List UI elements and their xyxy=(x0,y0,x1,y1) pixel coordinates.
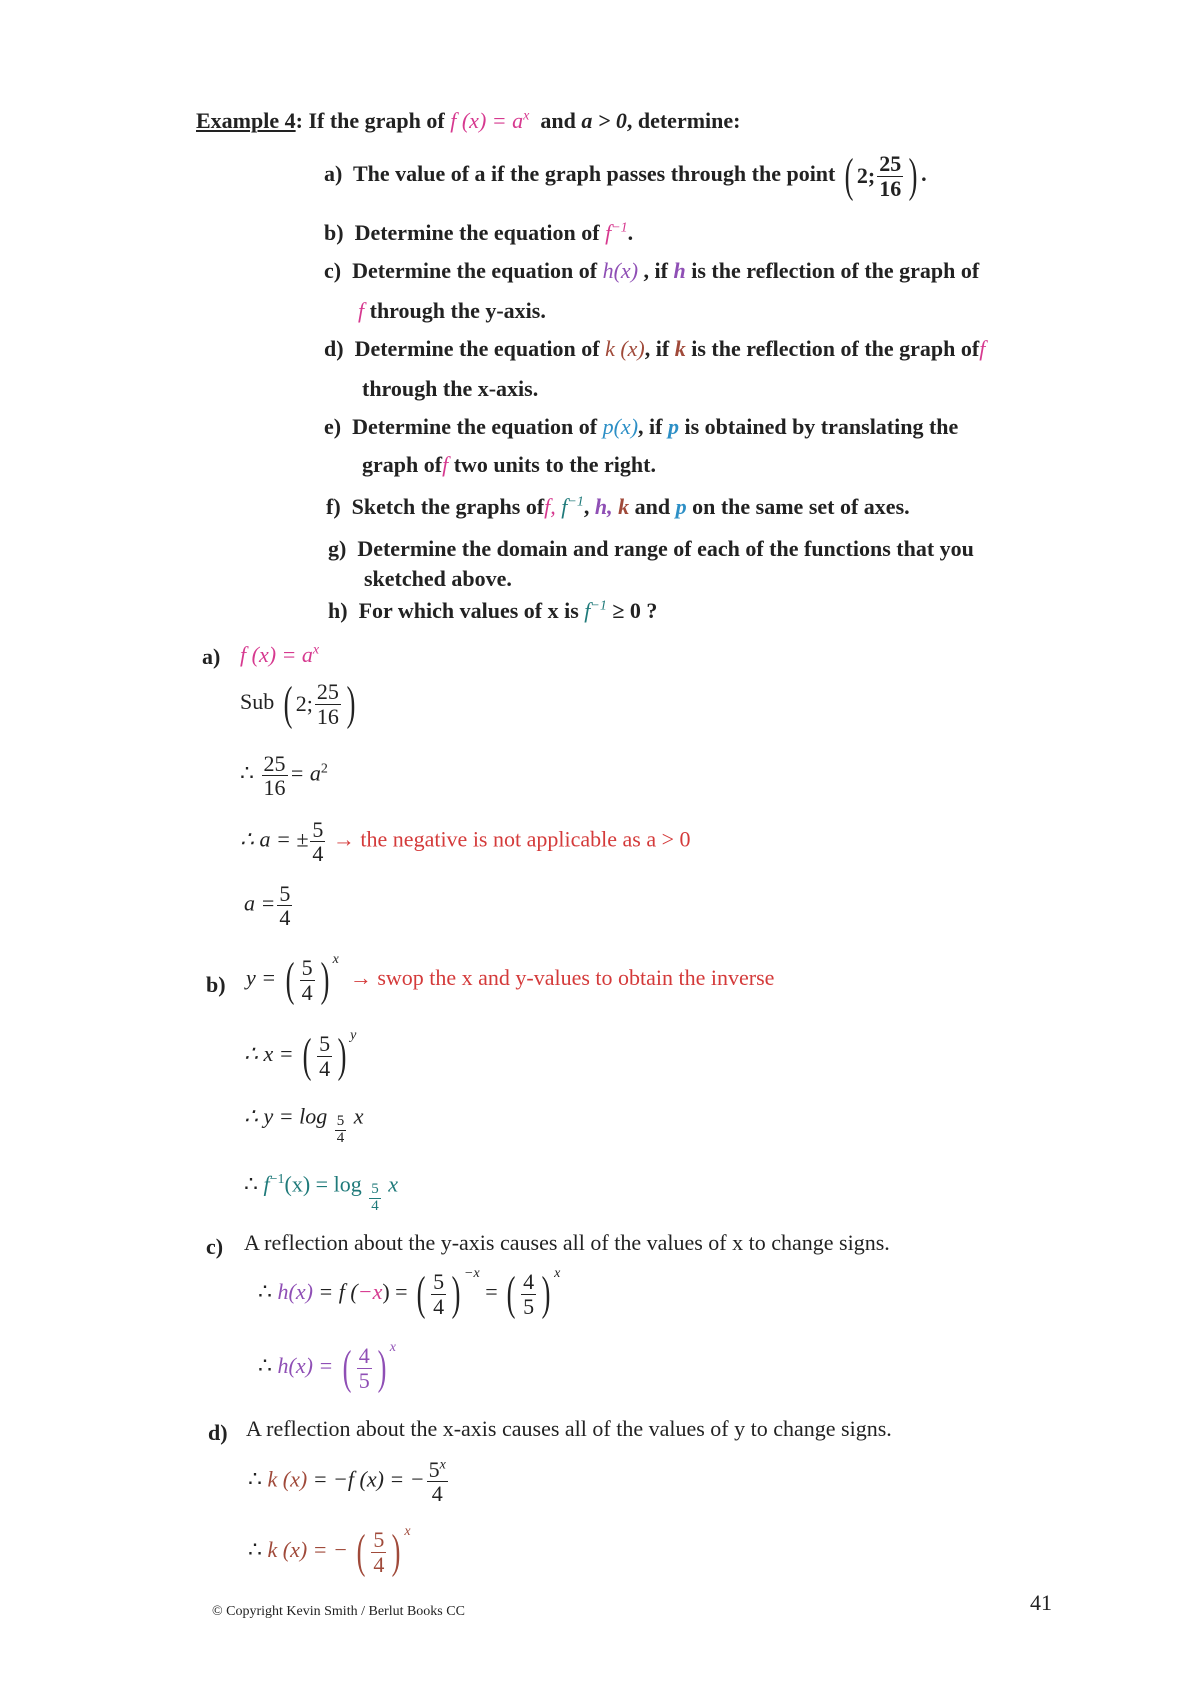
question-e-text1: Determine the equation of xyxy=(352,414,598,439)
solution-a-sub xyxy=(240,677,359,730)
question-d-kx: k (x) xyxy=(605,336,645,361)
solution-b-line2: ∴ x = ( $\frac{5}{4}$ ) $^y$ xyxy=(244,1027,357,1082)
question-e-label: e) xyxy=(324,414,342,439)
question-c-hx: h(x) xyxy=(602,258,639,283)
solution-d-text: A reflection about the x-axis causes all of the values of y to change signs. xyxy=(246,1416,892,1441)
question-g-text1: Determine the domain and range of each of the functions that you xyxy=(357,536,974,561)
solution-a-note: → the negative is not applicable as a > 0 xyxy=(332,826,691,852)
question-b: b) Determine the equation of $f^{-1}$. xyxy=(324,220,634,245)
question-e-text3: is obtained by translating the xyxy=(684,414,959,439)
question-c-cont xyxy=(358,298,546,324)
question-b-label: b) xyxy=(324,220,344,245)
solution-b-note: → swop the x and y-values to obtain the inverse xyxy=(349,965,775,991)
question-f-finv: $f^{-1}$ xyxy=(561,494,584,519)
question-f-text1: Sketch the graphs of xyxy=(351,494,545,519)
solution-b-label: b) xyxy=(206,972,226,997)
question-e-text2: , if xyxy=(638,414,663,439)
solution-d-label: d) xyxy=(208,1420,228,1445)
solution-c-label: c) xyxy=(206,1234,224,1259)
question-c xyxy=(324,258,979,284)
question-f-and: and xyxy=(634,494,671,519)
question-d-text3: is the reflection of the graph of xyxy=(691,336,980,361)
function-definition: f $(x) = a^x$ xyxy=(450,108,530,133)
question-f-f: f, xyxy=(544,494,556,519)
question-f-text2: on the same set of axes. xyxy=(692,494,910,519)
question-d-cont: through the x-axis. xyxy=(362,376,539,401)
solution-d-line1: ∴ k (x) = −f (x) = − $\frac{5^x}{4}$ xyxy=(248,1457,446,1507)
and-text: and xyxy=(540,108,576,133)
solution-a-line4: ∴ a = ± $\frac{5}{4}$ → the negative is not applicable as a > 0 xyxy=(240,817,691,867)
sub-word: Sub xyxy=(240,689,275,715)
question-a-label: a) xyxy=(324,161,343,187)
example-heading xyxy=(196,108,740,134)
example-label: Example 4 xyxy=(196,108,296,133)
example-if-text: If the graph of xyxy=(308,108,445,133)
question-d-text1: Determine the equation of xyxy=(354,336,600,361)
question-c-text4: through the y-axis. xyxy=(369,298,546,323)
question-h-label: h) xyxy=(328,598,348,623)
question-a-text: The value of a if the graph passes through the point xyxy=(352,161,836,187)
solution-a-line3: ∴ $\frac{25}{16}$ = $a^2$ xyxy=(240,751,328,801)
question-e-text4: graph of xyxy=(362,452,443,477)
question-g xyxy=(328,536,974,562)
question-d-k: k xyxy=(674,336,686,361)
solution-c-line2: ∴ h(x) = ( $\frac{4}{5}$ ) $^x$ xyxy=(258,1339,396,1394)
question-e-f: f xyxy=(442,452,449,477)
question-g-cont: sketched above. xyxy=(364,566,512,591)
question-d xyxy=(324,336,985,362)
question-f xyxy=(326,494,910,520)
question-c-h: h xyxy=(673,258,686,283)
question-h-finv: $f^{-1}$ xyxy=(584,598,607,623)
question-b-text: Determine the equation of xyxy=(354,220,600,245)
question-a: a) The value of a if the graph passes through the point ( 2; $\frac{25}{16}$ ) . xyxy=(324,149,927,202)
question-b-finv: $f^{-1}$ xyxy=(605,220,628,245)
question-e-px: p(x) xyxy=(602,414,639,439)
question-g-label: g) xyxy=(328,536,347,561)
question-f-p: p xyxy=(675,494,687,519)
solution-d-line2: ∴ k (x) = − ( $\frac{5}{4}$ ) $^x$ xyxy=(248,1523,411,1578)
question-f-comma: , xyxy=(583,494,590,519)
example-colon: : xyxy=(295,108,303,133)
solution-b-line4: ∴ $f^{-1}(x) = \log$ $\frac{5}{4}$ x xyxy=(244,1171,398,1214)
question-e-p: p xyxy=(667,414,679,439)
question-f-h: h, xyxy=(594,494,613,519)
determine-text: , determine: xyxy=(626,108,741,133)
solution-b-line1: y = ( $\frac{5}{4}$ ) $^x$ → swop the x and y-values to obtain the inverse xyxy=(246,951,775,1006)
question-d-label: d) xyxy=(324,336,344,361)
question-c-text3: is the reflection of the graph of xyxy=(691,258,980,283)
sub-point: ( 2; $\frac{25}{16}$ ) xyxy=(283,677,356,730)
page-number: 41 xyxy=(1030,1590,1052,1615)
solution-c-line1: ∴ h(x) = f (−x) = ( $\frac{5}{4}$ ) $^{-x}$ = ( $\frac{4}{5}$ ) $^x$ xyxy=(258,1265,561,1320)
question-a-point: ( 2; $\frac{25}{16}$ ) xyxy=(844,149,918,202)
question-h-end: ≥ 0 ? xyxy=(612,598,658,623)
question-d-text2: , if xyxy=(644,336,670,361)
solution-a-label: a) xyxy=(202,644,221,669)
question-d-f: f xyxy=(979,336,986,361)
question-e-cont xyxy=(362,452,656,478)
copyright-notice: © Copyright Kevin Smith / Berlut Books CC xyxy=(212,1604,465,1619)
solution-a-line1: f $(x) = a^x$ xyxy=(240,642,320,667)
solution-b-line3: ∴ y = log $\frac{5}{4}$ x xyxy=(244,1103,364,1146)
solution-a-line5: a = $\frac{5}{4}$ xyxy=(244,881,291,931)
question-c-text1: Determine the equation of xyxy=(352,258,598,283)
condition: a > 0 xyxy=(581,108,627,133)
question-e-text5: two units to the right. xyxy=(453,452,656,477)
question-h-text: For which values of x is xyxy=(358,598,579,623)
question-h xyxy=(328,598,657,624)
question-c-label: c) xyxy=(324,258,342,283)
question-c-f: f xyxy=(358,298,365,323)
question-c-text2: , if xyxy=(643,258,668,283)
question-f-label: f) xyxy=(326,494,341,519)
solution-c-text: A reflection about the y-axis causes all of the values of x to change signs. xyxy=(244,1230,890,1255)
question-e xyxy=(324,414,958,440)
question-f-k: k xyxy=(618,494,630,519)
